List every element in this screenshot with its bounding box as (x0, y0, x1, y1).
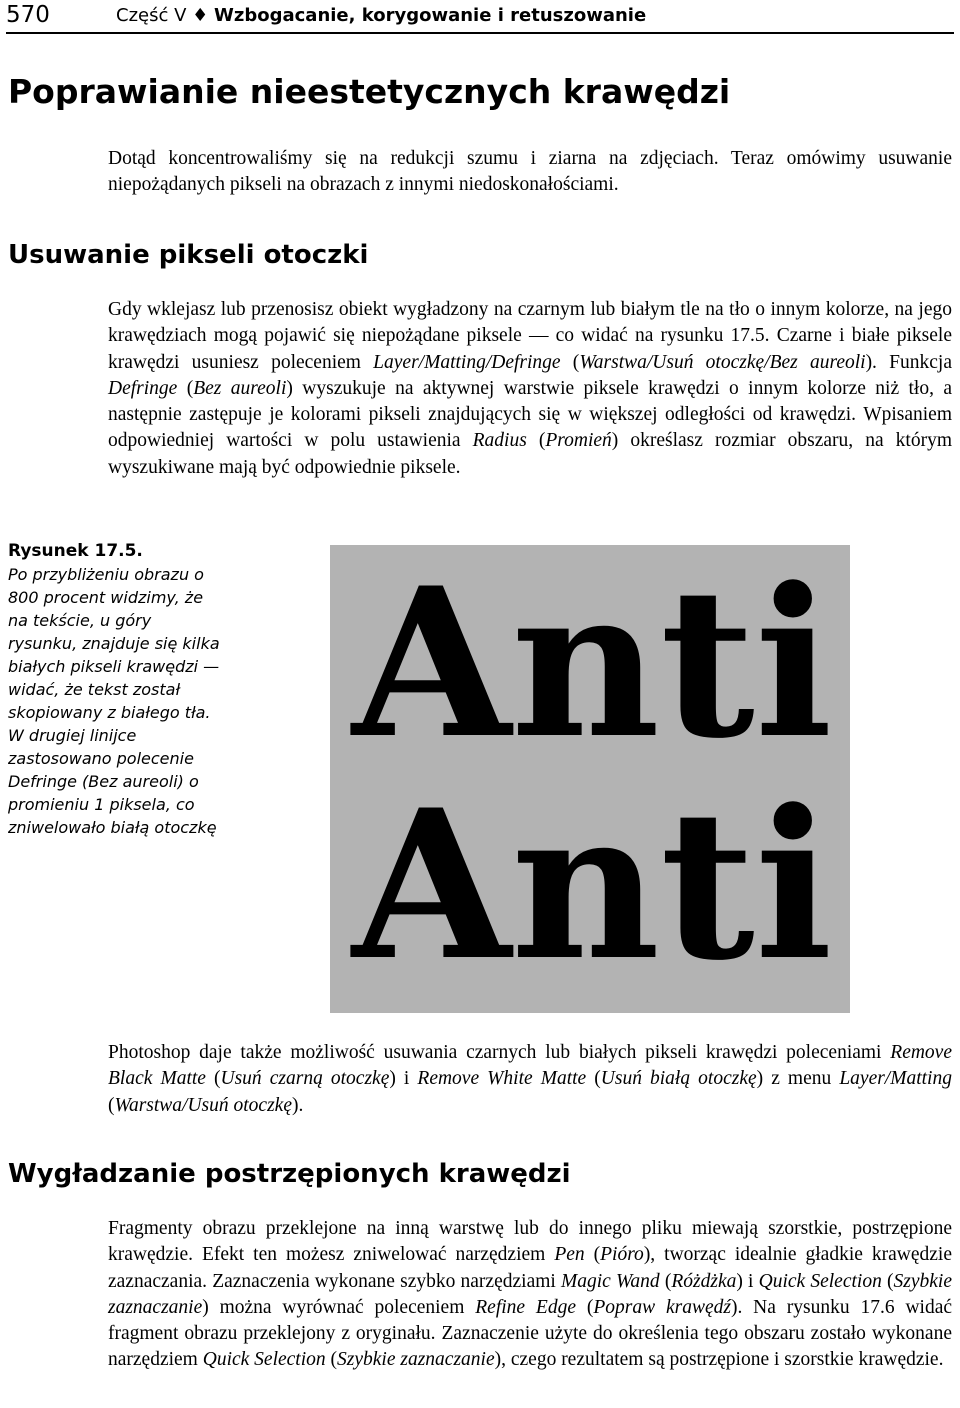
figure-svg (330, 545, 850, 1013)
subsection-title-smoothing: Wygładzanie postrzępionych krawędzi (8, 1159, 571, 1189)
intro-paragraph: Dotąd koncentrowaliśmy się na redukcji szumu i ziarna na zdjęciach. Teraz omówimy usuwanie niepożądanych pikseli na obrazach z innymi niedoskonałościami. (108, 148, 952, 196)
smoothing-paragraph: Fragmenty obrazu przeklejone na inną warstwę lub do innego pliku miewają szorstkie, postrzępione krawędzie. Efekt ten możesz zniwelować narzędziem Pen (Pióro), tworząc idealnie gładkie krawędzie zaznaczania. Zaznaczenia wykonane szybko narzędziami Magic Wand (Różdżka) i Quick Selection (Szybkie zaznaczanie) można wyrównać poleceniem Refine Edge (Popraw krawędź). Na rysunku 17.6 widać fragment obrazu przeklejony z oryginału. Zaznaczenie użyte do określenia tego obszaru zostało wykonane narzędziem Quick Selection (Szybkie zaznaczanie), czego rezultatem są postrzępione i szorstkie krawędzie. (108, 1218, 953, 1371)
figure-caption-title: Rysunek 17.5. (8, 541, 143, 561)
figure-caption-text: Po przybliżeniu obrazu o 800 procent widzimy, że na tekście, u góry rysunku, znajduje się kilka białych pikseli krawędzi — widać, że tekst został skopiowany z białego tła. W drugiej linijce zastosowano polecenie Defringe (Bez aureoli) o promieniu 1 piksela, co zniwelowało białą otoczkę (8, 565, 220, 837)
matte-paragraph: Photoshop daje także możliwość usuwania czarnych lub białych pikseli krawędzi poleceniami Remove Black Matte (Usuń czarną otoczkę) i Remove White Matte (Usuń białą otoczkę) z menu Layer/Matting (Warstwa/Usuń otoczkę). (108, 1042, 952, 1116)
figure-caption (8, 540, 220, 839)
figure-zoomed-text (330, 545, 850, 1013)
chapter-title: Wzbogacanie, korygowanie i retuszowanie (214, 5, 647, 26)
subsection-title-defringe: Usuwanie pikseli otoczki (8, 240, 369, 270)
running-header (6, 0, 954, 34)
section-title: Poprawianie nieestetycznych krawędzi (8, 72, 731, 111)
page-number: 570 (6, 2, 50, 28)
defringe-paragraph: Gdy wklejasz lub przenosisz obiekt wygładzony na czarnym lub białym tle na tło o innym kolorze, na jego krawędziach mogą pojawić się niepożądane piksele — co widać na rysunku 17.5. Czarne i białe piksele krawędzi usuniesz poleceniem Layer/Matting/Defringe (Warstwa/Usuń otoczkę/Bez aureoli). Funkcja Defringe (Bez aureoli) wyszukuje na aktywnej warstwie piksele krawędzi o innym kolorze niż tło, a następnie zastępuje je kolorami pikseli znajdujących się w większej odległości od krawędzi. Wpisaniem odpowiedniej wartości w polu ustawienia Radius (Promień) określasz rozmiar obszaru, na którym wyszukiwane mają być odpowiednie piksele. (108, 299, 953, 478)
running-title (116, 2, 646, 30)
figure-text-top: Anti (352, 545, 833, 784)
figure-text-bottom: Anti (352, 766, 833, 1006)
diamond-separator-icon: ♦ (192, 5, 209, 26)
header-rule (6, 32, 954, 34)
part-label: Część V (116, 5, 187, 26)
